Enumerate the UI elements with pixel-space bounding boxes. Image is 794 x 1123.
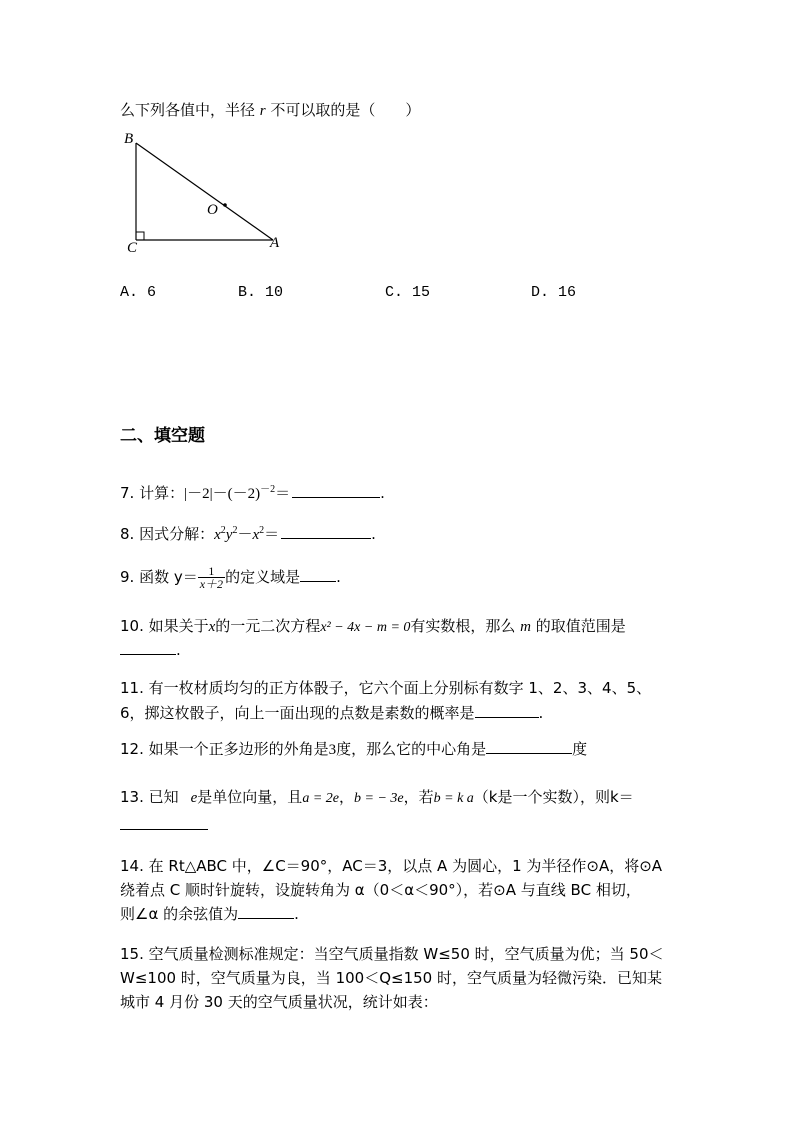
q12-answer-blank[interactable] [486,739,572,754]
section-title: 二、填空题 [120,426,205,446]
option-d: D. 16 [531,284,577,301]
q14-line1: 14. 在 Rt△ABC 中，∠C＝90°，AC＝3，以点 A 为圆心，1 为半径作⊙A，将⊙A [120,857,663,875]
q10-answer-blank[interactable] [120,640,176,655]
q7-answer-blank[interactable] [292,483,380,498]
q7: 7. 计算：$|-2|-(-2)^{-2}=$ . [120,484,385,502]
q13: 13. 已知 e是单位向量，且a = 2e，b = − 3e，若b = k a（k是一个实数），则k＝ [120,788,634,806]
label-c: C [127,240,138,256]
q9-fraction: $\frac{1}{x+2}$ [199,564,224,591]
q9: 9. 函数 y＝ $\frac{1}{x+2}$ 的定义域是 . [120,564,341,591]
point-o [223,203,227,207]
q10-line2: . [120,640,181,659]
label-o: O [207,202,218,218]
q13-line2 [120,815,208,834]
q10-line1: 10. 如果关于x的一元二次方程x² − 4x − m = 0有实数根，那么 m 的取值范围是 [120,617,626,635]
side-ab [136,143,273,240]
q14-answer-blank[interactable] [238,904,294,919]
q15-line1: 15. 空气质量检测标准规定：当空气质量指数 W≤50 时，空气质量为优；当 50＜ [120,945,664,963]
q13-answer-blank[interactable] [120,815,208,830]
q8-answer-blank[interactable] [281,524,371,539]
q11-answer-blank[interactable] [475,703,539,718]
option-c: C. 15 [385,284,431,301]
q15-line3: 城市 4 月份 30 天的空气质量状况，统计如表： [120,993,438,1011]
label-b: B [124,131,134,147]
q8: 8. 因式分解：$x^2y^2-x^2=$ . [120,525,376,543]
q6-stem: 么下列各值中，半径 r 不可以取的是（ ） [120,101,421,119]
label-a: A [270,235,280,251]
option-b: B. 10 [238,284,284,301]
q14-line3: 则∠α 的余弦值为 . [120,905,299,923]
q14-line2: 绕着点 C 顺时针旋转，设旋转角为 α（0＜α＜90°），若⊙A 与直线 BC 相切， [120,881,641,899]
right-angle-mark [136,232,144,240]
q9-answer-blank[interactable] [300,567,336,582]
q12: 12. 如果一个正多边形的外角是3度，那么它的中心角是 度 [120,740,588,758]
q11-line1: 11. 有一枚材质均匀的正方体骰子，它六个面上分别标有数字 1、2、3、4、5、 [120,679,652,697]
q6-var-r: r [259,103,266,119]
q15-line2: W≤100 时，空气质量为良，当 100＜Q≤150 时，空气质量为轻微污染．已知某 [120,969,662,987]
q11-line2: 6，掷这枚骰子，向上一面出现的点数是素数的概率是 . [120,704,544,722]
option-a: A. 6 [120,284,157,301]
